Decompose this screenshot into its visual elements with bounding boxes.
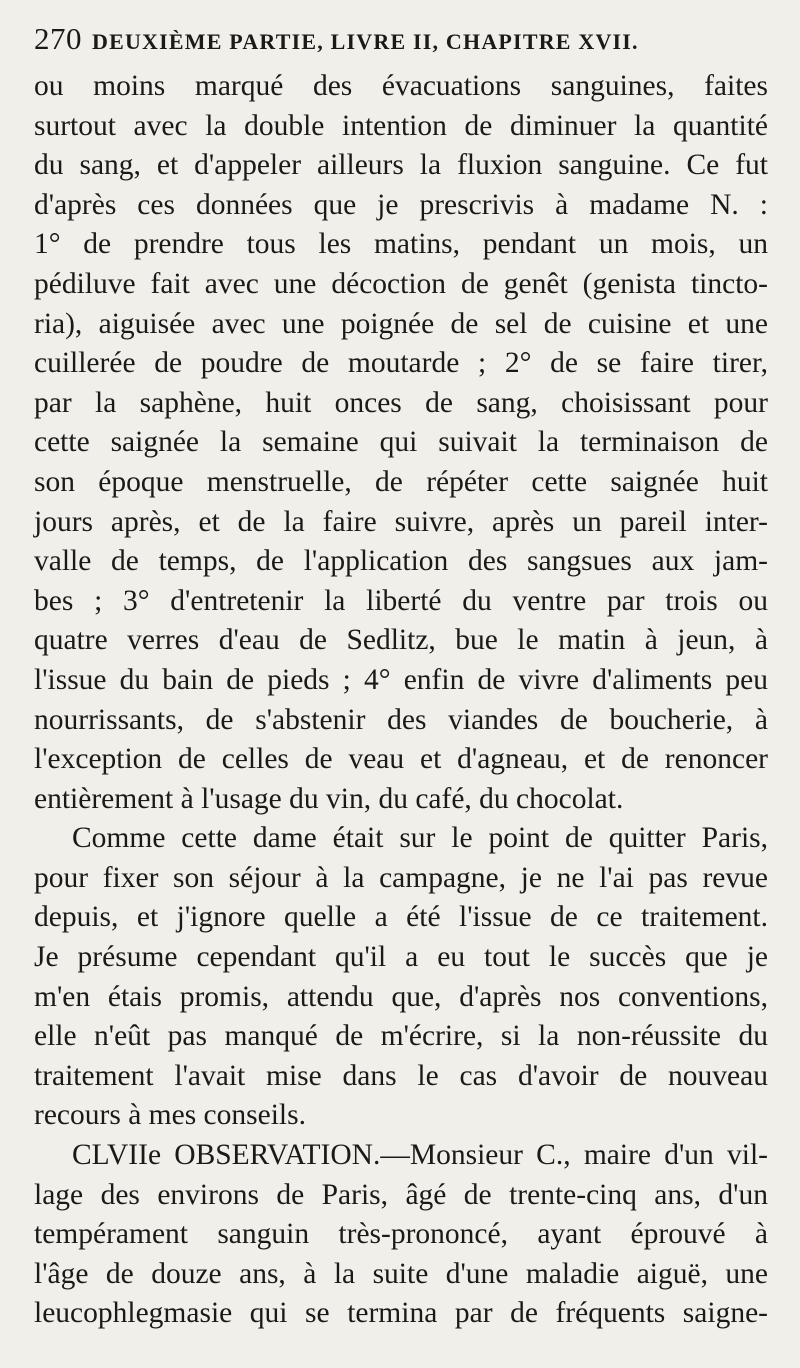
text-line: du sang, et d'appeler ailleurs la fluxion sanguine. Ce fut [34, 149, 768, 182]
text-line: Comme cette dame était sur le point de quitter Paris, [72, 822, 768, 855]
text-line: l'issue du bain de pieds ; 4° enfin de vivre d'aliments peu [34, 663, 768, 696]
text-line: l'âge de douze ans, à la suite d'une maladie aiguë, une [34, 1257, 768, 1290]
text-line: CLVIIe OBSERVATION.—Monsieur C., maire d'un vil- [72, 1139, 768, 1172]
text-line: valle de temps, de l'application des sangsues aux jam- [34, 545, 768, 578]
text-line: traitement l'avait mise dans le cas d'avoir de nouveau [34, 1059, 768, 1092]
text-line: nourrissants, de s'abstenir des viandes de boucherie, à [34, 703, 768, 736]
text-line: elle n'eût pas manqué de m'écrire, si la non-réussite du [34, 1020, 768, 1053]
paragraph-3 [34, 1136, 768, 1334]
text-line: ria), aiguisée avec une poignée de sel de cuisine et une [34, 307, 768, 340]
text-line: surtout avec la double intention de diminuer la quantité [34, 109, 768, 142]
paragraph-2 [34, 819, 768, 1136]
text-line: son époque menstruelle, de répéter cette saignée huit [34, 465, 768, 498]
text-line: tempérament sanguin très-prononcé, ayant éprouvé à [34, 1218, 768, 1251]
text-line: depuis, et j'ignore quelle a été l'issue de ce traitement. [34, 901, 768, 934]
body-text [34, 67, 768, 1334]
text-line: par la saphène, huit onces de sang, choisissant pour [34, 386, 768, 419]
text-line: quatre verres d'eau de Sedlitz, bue le matin à jeun, à [34, 624, 768, 657]
running-head: DEUXIÈME PARTIE, LIVRE II, CHAPITRE XVII. [92, 29, 639, 54]
paragraph-1 [34, 67, 768, 819]
text-line: leucophlegmasie qui se termina par de fréquents saigne- [34, 1297, 768, 1330]
text-line: pour fixer son séjour à la campagne, je ne l'ai pas revue [34, 861, 768, 894]
page-header [34, 22, 768, 59]
text-line: d'après ces données que je prescrivis à madame N. : [34, 188, 768, 221]
text-line: recours à mes conseils. [34, 1099, 306, 1132]
text-line: Je présume cependant qu'il a eu tout le succès que je [34, 941, 768, 974]
text-line: l'exception de celles de veau et d'agneau, et de renoncer [34, 743, 768, 776]
text-line: pédiluve fait avec une décoction de genêt (genista tincto- [34, 267, 768, 300]
text-line: lage des environs de Paris, âgé de trente-cinq ans, d'un [34, 1178, 768, 1211]
text-line: entièrement à l'usage du vin, du café, du chocolat. [34, 782, 624, 815]
text-line: 1° de prendre tous les matins, pendant un mois, un [34, 228, 768, 261]
text-line: bes ; 3° d'entretenir la liberté du ventre par trois ou [34, 584, 768, 617]
text-line: jours après, et de la faire suivre, après un pareil inter- [34, 505, 768, 538]
text-line: cette saignée la semaine qui suivait la terminaison de [34, 426, 768, 459]
text-line: m'en étais promis, attendu que, d'après nos conventions, [34, 980, 768, 1013]
text-line: cuillerée de poudre de moutarde ; 2° de se faire tirer, [34, 347, 768, 380]
text-line: ou moins marqué des évacuations sanguines, faites [34, 70, 768, 102]
page-number: 270 [34, 21, 82, 56]
